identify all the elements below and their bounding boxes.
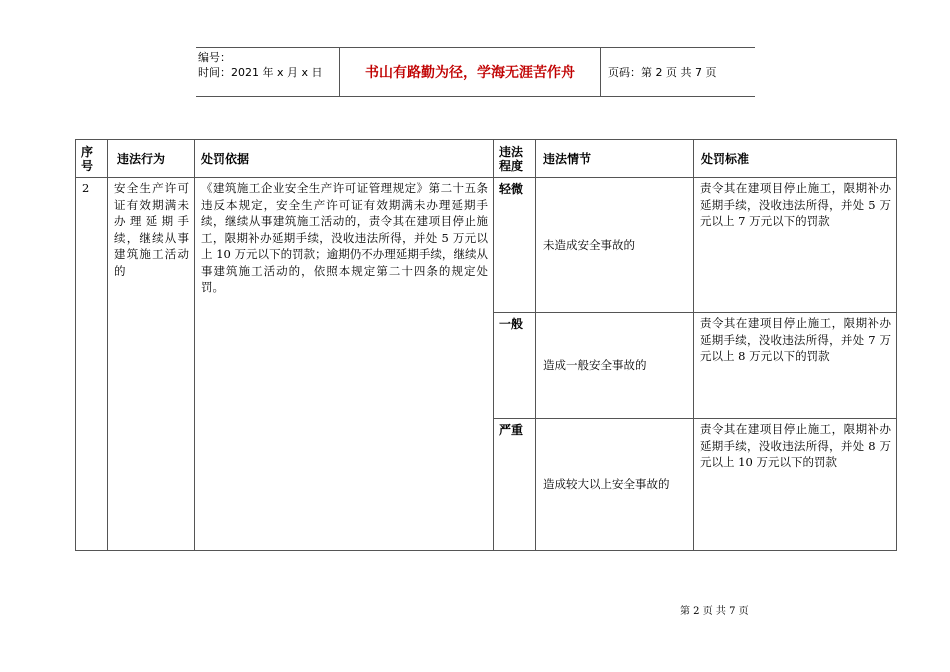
- header-divider: [600, 48, 601, 96]
- circumstance-cell: [536, 419, 694, 551]
- column-header-circumstance: 违法情节: [536, 140, 694, 178]
- penalty-cell: [694, 178, 897, 313]
- degree-cell: [494, 178, 536, 313]
- column-header-penalty: 处罚标准: [694, 140, 897, 178]
- penalty-text: 责令其在建项目停止施工，限期补办延期手续，没收违法所得，并处 5 万元以上 7 万元以下的罚款: [700, 181, 891, 228]
- circumstance-text: 未造成安全事故的: [543, 237, 635, 252]
- degree-cell: [494, 313, 536, 419]
- penalty-text: 责令其在建项目停止施工，限期补办延期手续，没收违法所得，并处 7 万元以上 8 万元以下的罚款: [700, 316, 891, 363]
- circumstance-text: 造成较大以上安全事故的: [543, 477, 670, 492]
- row-index-cell: [76, 178, 108, 551]
- penalty-cell: [694, 313, 897, 419]
- penalty-text: 责令其在建项目停止施工，限期补办延期手续，没收违法所得，并处 8 万元以上 10 万元以下的罚款: [700, 422, 891, 469]
- degree-label: 严重: [499, 423, 524, 437]
- basis-cell: [195, 178, 500, 551]
- circumstance-text: 造成一般安全事故的: [543, 358, 647, 373]
- penalty-cell: [694, 419, 897, 551]
- column-header-degree: 违法程度: [494, 140, 536, 178]
- header-meta: [198, 50, 323, 80]
- violation-text: 安全生产许可证有效期满未办理延期手续，继续从事建筑施工活动的: [114, 181, 189, 278]
- violation-cell: [108, 178, 195, 551]
- degree-cell: [494, 419, 536, 551]
- penalty-table: [75, 139, 897, 551]
- degree-label: 轻微: [499, 182, 524, 196]
- column-header-index: 序号: [76, 140, 108, 178]
- table-row: [76, 178, 897, 313]
- document-date-label: 时间：2021 年 x 月 x 日: [198, 66, 323, 79]
- page-header: [196, 47, 755, 97]
- document-number-label: 编号：: [198, 51, 231, 64]
- page-footer: 第 2 页 共 7 页: [680, 606, 749, 617]
- degree-label: 一般: [499, 317, 524, 331]
- column-header-basis: 处罚依据: [195, 140, 494, 178]
- header-page-number: 页码：第 2 页 共 7 页: [608, 66, 717, 79]
- basis-text: 《建筑施工企业安全生产许可证管理规定》第二十五条 违反本规定，安全生产许可证有效期满未办理延期手续，继续从事建筑施工活动的，责令其在建项目停止施工，限期补办延期手续，没收违法所得，并处 5 万元以上 10 万元以下的罚款；逾期仍不办理延期手续，继续从事建筑施工活动的，依照本规定第二十四条的规定处罚。: [201, 181, 500, 294]
- table-header-row: [76, 140, 897, 178]
- row-index: 2: [82, 181, 90, 195]
- circumstance-cell: [536, 178, 694, 313]
- column-header-violation: 违法行为: [108, 140, 195, 178]
- header-motto: 书山有路勤为径，学海无涯苦作舟: [365, 65, 575, 81]
- circumstance-cell: [536, 313, 694, 419]
